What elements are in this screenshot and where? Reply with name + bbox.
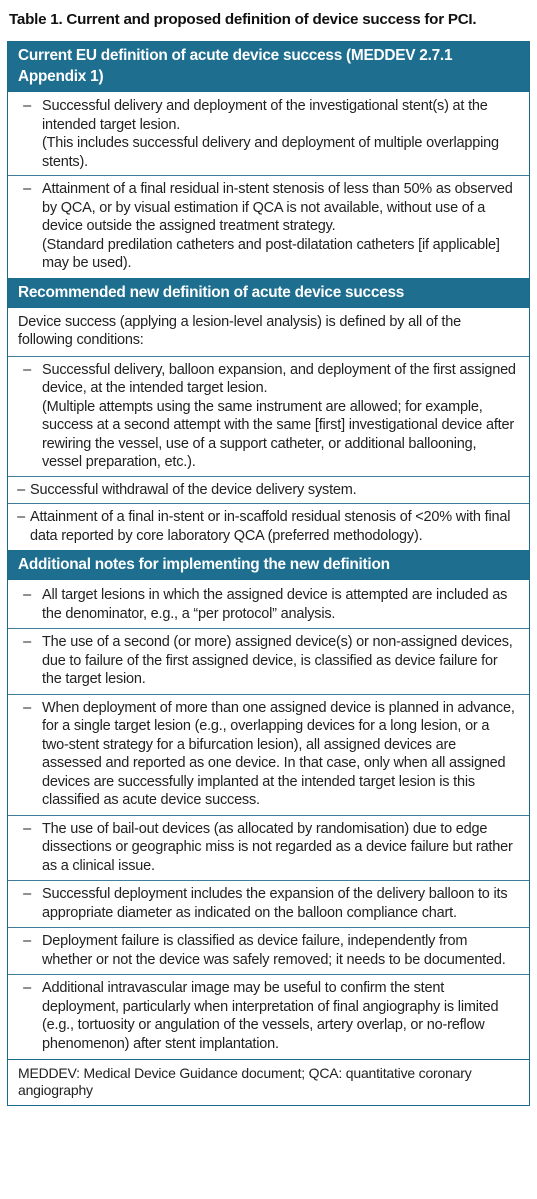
list-item-text: Deployment failure is classified as device failure, independently from whether or not the device was safely removed; it needs to be documented. (42, 933, 506, 968)
section-header-recommended: Recommended new definition of acute device success (8, 279, 529, 308)
bullet-dash: – (23, 820, 31, 837)
list-item (8, 974, 529, 1059)
section-header-current-eu: Current EU definition of acute device success (MEDDEV 2.7.1 Appendix 1) (8, 42, 529, 92)
bullet-dash: – (23, 886, 31, 902)
bullet-dash: – (23, 980, 31, 996)
list-item (8, 357, 529, 476)
list-item (8, 580, 529, 628)
list-item-text: When deployment of more than one assigned device is planned in advance, for a single target lesion (e.g., overlapping devices for a long lesion, or a two-stent strategy for a bifurcation lesion), all assigned devices are assessed and reported as one device. In that case, only when all assigned devices are successfully implanted at the intended target lesion is this classified as acute device success. (42, 699, 515, 808)
list-item-text: The use of bail-out devices (as allocated by randomisation) due to edge dissections or geographic miss is not regarded as a device failure but rather as a clinical issue. (42, 820, 513, 874)
table-footnote: MEDDEV: Medical Device Guidance document; QCA: quantitative coronary angiography (18, 1065, 472, 1098)
bullet-dash: – (17, 509, 25, 525)
bullet-dash: – (23, 634, 31, 650)
item-main: Successful delivery and deployment of the investigational stent(s) at the intended target lesion. (42, 98, 488, 133)
item-note: (Standard predilation catheters and post-dilatation catheters [if applicable] may be used). (42, 236, 500, 271)
list-item (8, 880, 529, 927)
list-item (8, 628, 529, 694)
section-body-current-eu (8, 92, 529, 279)
list-item-text: The use of a second (or more) assigned device(s) or non-assigned devices, due to failure of the first assigned device, is classified as device failure for the target lesion. (42, 634, 513, 687)
list-item-text: All target lesions in which the assigned device is attempted are included as the denominator, e.g., a “per protocol” analysis. (42, 587, 508, 622)
section-body-additional-notes (8, 580, 529, 1060)
item-main: Attainment of a final residual in-stent stenosis of less than 50% as observed by QCA, or by visual estimation if QCA is not available, without use of a device outside the assigned treatment strategy. (42, 181, 513, 234)
bullet-dash: – (23, 98, 31, 114)
item-note: (This includes successful delivery and deployment of multiple overlapping stents). (42, 135, 499, 170)
list-item-text (42, 361, 519, 472)
bullet-dash: – (23, 933, 31, 949)
list-item (8, 92, 529, 175)
bullet-dash: – (17, 481, 25, 498)
list-item-text: Successful deployment includes the expansion of the delivery balloon to its appropriate diameter as indicated on the balloon compliance chart. (42, 886, 508, 921)
list-item-text (42, 97, 519, 171)
list-item (8, 503, 529, 550)
list-item (8, 476, 529, 504)
bullet-dash: – (23, 361, 31, 378)
list-item (8, 175, 529, 278)
list-item-text (42, 180, 519, 273)
table-caption: Table 1. Current and proposed definition of device success for PCI. (9, 11, 477, 28)
bullet-dash: – (23, 181, 31, 197)
list-item-text: Attainment of a final in-stent or in-scaffold residual stenosis of <20% with final data reported by core laboratory QCA (preferred methodology). (30, 509, 511, 544)
list-item-text: Additional intravascular image may be useful to confirm the stent deployment, particularly when interpretation of final angiography is limited (e.g., tortuosity or angulation of the vessels, artery overlap, or no-reflow phenomenon) after stent implantation. (42, 980, 499, 1052)
section-intro: Device success (applying a lesion-level analysis) is defined by all of the following conditions: (8, 308, 529, 357)
list-item-text: Successful withdrawal of the device delivery system. (30, 481, 357, 498)
section-body-recommended (8, 308, 529, 552)
item-main: Successful delivery, balloon expansion, and deployment of the first assigned device, at the intended target lesion. (42, 361, 516, 396)
list-item (8, 927, 529, 974)
bullet-dash: – (23, 587, 31, 603)
list-item (8, 694, 529, 815)
item-note: (Multiple attempts using the same instrument are allowed; for example, success at a second attempt with the same [first] investigational device after rewiring the vessel, use of a support catheter, or additional ballooning, vessel preparation, etc.). (42, 398, 514, 470)
list-item (8, 815, 529, 881)
definition-table (7, 41, 530, 1106)
bullet-dash: – (23, 699, 31, 716)
section-header-additional-notes: Additional notes for implementing the new definition (8, 551, 529, 580)
